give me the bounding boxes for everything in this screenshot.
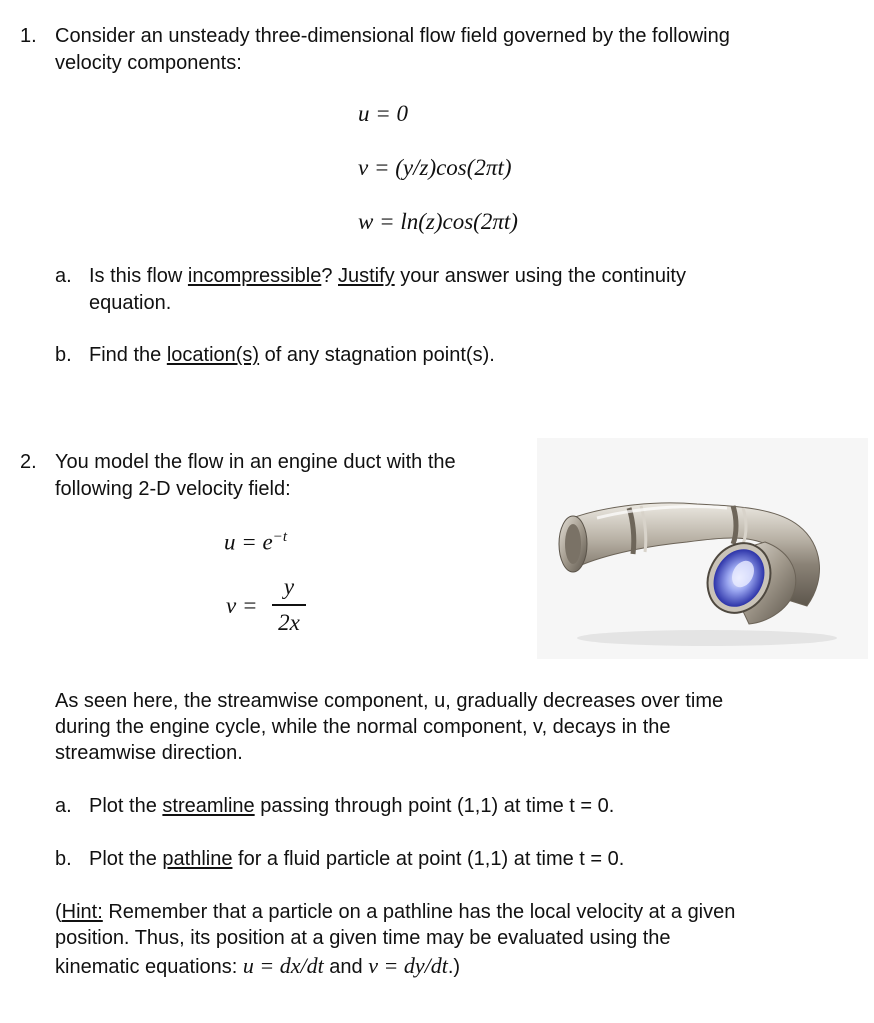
hint-eq-v: v = dy/dt xyxy=(368,953,448,978)
q1-text-line2: velocity components: xyxy=(55,52,242,74)
q1b-label: b. xyxy=(55,344,72,366)
q1a-label: a. xyxy=(55,265,72,287)
q2a-label: a. xyxy=(55,795,72,817)
q1b-text: Find the location(s) of any stagnation point(s). xyxy=(89,344,495,366)
q2a-streamline: streamline xyxy=(162,795,255,817)
q2-eq-v-fraction-bar xyxy=(272,604,306,606)
q1a-text-line2: equation. xyxy=(89,292,172,314)
q1a-justify: Justify xyxy=(338,265,395,287)
q2-eq-v-numerator: y xyxy=(283,574,295,599)
q1a-incompressible: incompressible xyxy=(187,265,322,287)
q2-eq-u-exponent: −t xyxy=(272,529,288,545)
q2-text-line1: You model the flow in an engine duct with the xyxy=(55,451,456,473)
hint-eq-u: u = dx/dt xyxy=(242,953,324,978)
hint-line3: kinematic equations: u = dx/dt and v = dy/dt.) xyxy=(55,953,461,978)
q2-eq-v-lhs: v = xyxy=(226,593,258,618)
q1-text-line1: Consider an unsteady three-dimensional flow field governed by the following xyxy=(55,25,730,47)
q1-eq-u: u = 0 xyxy=(358,101,409,126)
q2-text-line2: following 2-D velocity field: xyxy=(55,478,291,500)
q2-paragraph-line3: streamwise direction. xyxy=(55,742,243,764)
hint-line2: position. Thus, its position at a given time may be evaluated using the xyxy=(55,927,671,949)
q2b-pathline: pathline xyxy=(162,848,233,870)
q1a-text: Is this flow incompressible? Justify your answer using the continuity xyxy=(89,265,686,287)
q1-number: 1. xyxy=(20,25,37,47)
q2-eq-v-denominator: 2x xyxy=(278,610,300,635)
q2-number: 2. xyxy=(20,451,37,473)
q2-eq-u: $u = e^{-t}$ xyxy=(224,529,288,555)
engine-duct-photo xyxy=(537,438,868,659)
q2-paragraph-line2: during the engine cycle, while the normal component, v, decays in the xyxy=(55,716,671,738)
q2b-label: b. xyxy=(55,848,72,870)
q2-paragraph-line1: As seen here, the streamwise component, u, gradually decreases over time xyxy=(55,690,724,712)
q1b-locations: location(s) xyxy=(166,344,260,366)
hint-label: Hint: xyxy=(61,901,103,923)
q2b-text: Plot the pathline for a fluid particle at point (1,1) at time t = 0. xyxy=(89,848,625,870)
hint-line1: (Hint: Remember that a particle on a pathline has the local velocity at a given xyxy=(55,901,736,923)
q2a-text: Plot the streamline passing through point (1,1) at time t = 0. xyxy=(89,795,615,817)
q1-eq-v: v = (y/z)cos(2πt) xyxy=(358,155,512,180)
q1-eq-w: w = ln(z)cos(2πt) xyxy=(358,209,518,234)
